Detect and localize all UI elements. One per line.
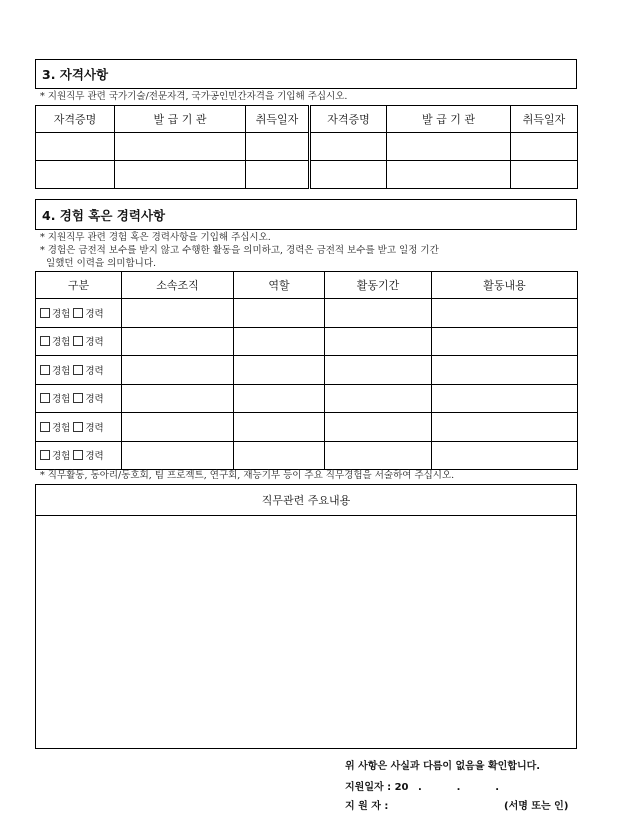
category-cell bbox=[36, 441, 122, 470]
career-option-label: 경력 bbox=[85, 365, 104, 377]
experience-cell[interactable] bbox=[234, 413, 325, 442]
experience-row bbox=[36, 327, 578, 356]
section4-footnote: * 직무활동, 동아리/동호회, 팀 프로젝트, 연구회, 재능기부 등이 주요 직무경험을 서술하여 주십시오. bbox=[40, 470, 455, 481]
experience-cell[interactable] bbox=[122, 441, 234, 470]
cert-cell[interactable] bbox=[115, 133, 246, 161]
header-activity: 활동내용 bbox=[432, 272, 578, 299]
category-cell bbox=[36, 327, 122, 356]
header-category: 구분 bbox=[36, 272, 122, 299]
category-cell bbox=[36, 384, 122, 413]
career-option-label: 경력 bbox=[85, 422, 104, 434]
apply-date-label: 지원일자 : 20 bbox=[345, 782, 409, 793]
qualification-table bbox=[35, 105, 578, 189]
experience-checkbox[interactable] bbox=[40, 308, 50, 318]
experience-cell[interactable] bbox=[325, 327, 432, 356]
experience-cell[interactable] bbox=[122, 299, 234, 328]
experience-row bbox=[36, 299, 578, 328]
section3-title-box bbox=[35, 59, 577, 89]
category-cell bbox=[36, 356, 122, 385]
experience-cell[interactable] bbox=[325, 413, 432, 442]
applicant-label: 지 원 자 : bbox=[345, 801, 389, 812]
cert-cell[interactable] bbox=[36, 161, 115, 189]
experience-cell[interactable] bbox=[432, 327, 578, 356]
cert-cell[interactable] bbox=[387, 161, 511, 189]
experience-cell[interactable] bbox=[325, 299, 432, 328]
experience-option-label: 경험 bbox=[52, 451, 71, 463]
duty-header bbox=[36, 485, 576, 516]
experience-row bbox=[36, 441, 578, 470]
section4-title: 4. 경험 혹은 경력사항 bbox=[42, 207, 166, 223]
header-cert-name-2: 자격증명 bbox=[310, 106, 387, 133]
experience-cell[interactable] bbox=[234, 384, 325, 413]
duty-header-label: 직무관련 주요내용 bbox=[261, 494, 351, 507]
cert-cell[interactable] bbox=[511, 133, 578, 161]
cert-cell[interactable] bbox=[310, 161, 387, 189]
experience-cell[interactable] bbox=[234, 299, 325, 328]
duty-content-area[interactable] bbox=[36, 516, 576, 749]
cert-cell[interactable] bbox=[310, 133, 387, 161]
experience-cell[interactable] bbox=[122, 356, 234, 385]
section3-note: * 지원직무 관련 국가기술/전문자격, 국가공인민간자격을 기입해 주십시오. bbox=[40, 91, 348, 102]
category-cell bbox=[36, 413, 122, 442]
section4-note-3: 일했던 이력을 의미합니다. bbox=[40, 258, 157, 269]
section3-title: 3. 자격사항 bbox=[42, 67, 109, 82]
career-option-label: 경력 bbox=[85, 337, 104, 349]
experience-row bbox=[36, 356, 578, 385]
experience-cell[interactable] bbox=[325, 441, 432, 470]
career-checkbox[interactable] bbox=[73, 308, 83, 318]
experience-checkbox[interactable] bbox=[40, 422, 50, 432]
header-role: 역할 bbox=[234, 272, 325, 299]
experience-checkbox[interactable] bbox=[40, 450, 50, 460]
sign-label[interactable]: (서명 또는 인) bbox=[504, 801, 569, 812]
experience-checkbox[interactable] bbox=[40, 365, 50, 375]
experience-cell[interactable] bbox=[234, 356, 325, 385]
section4-title-box bbox=[35, 199, 577, 230]
header-organization: 소속조직 bbox=[122, 272, 234, 299]
experience-cell[interactable] bbox=[432, 299, 578, 328]
header-period: 활동기간 bbox=[325, 272, 432, 299]
experience-cell[interactable] bbox=[432, 356, 578, 385]
experience-cell[interactable] bbox=[122, 327, 234, 356]
header-acquired-date: 취득일자 bbox=[246, 106, 310, 133]
cert-cell[interactable] bbox=[511, 161, 578, 189]
experience-cell[interactable] bbox=[432, 441, 578, 470]
experience-option-label: 경험 bbox=[52, 422, 71, 434]
apply-date-row bbox=[345, 778, 499, 793]
experience-checkbox[interactable] bbox=[40, 393, 50, 403]
career-checkbox[interactable] bbox=[73, 422, 83, 432]
experience-cell[interactable] bbox=[325, 384, 432, 413]
experience-cell[interactable] bbox=[234, 441, 325, 470]
experience-cell[interactable] bbox=[325, 356, 432, 385]
section4-note-1: * 지원직무 관련 경험 혹은 경력사항을 기입해 주십시오. bbox=[40, 232, 271, 243]
header-issuer: 발 급 기 관 bbox=[115, 106, 246, 133]
experience-row bbox=[36, 413, 578, 442]
header-issuer-2: 발 급 기 관 bbox=[387, 106, 511, 133]
section4-note-2: * 경험은 금전적 보수를 받지 않고 수행한 활동을 의미하고, 경력은 금전적 보수를 받고 일정 기간 bbox=[40, 245, 439, 256]
cert-cell[interactable] bbox=[246, 161, 310, 189]
experience-option-label: 경험 bbox=[52, 308, 71, 320]
experience-option-label: 경험 bbox=[52, 337, 71, 349]
cert-cell[interactable] bbox=[36, 133, 115, 161]
experience-row bbox=[36, 384, 578, 413]
duty-box bbox=[35, 484, 577, 749]
experience-checkbox[interactable] bbox=[40, 336, 50, 346]
experience-cell[interactable] bbox=[122, 413, 234, 442]
experience-cell[interactable] bbox=[234, 327, 325, 356]
career-option-label: 경력 bbox=[85, 394, 104, 406]
experience-cell[interactable] bbox=[432, 384, 578, 413]
experience-option-label: 경험 bbox=[52, 365, 71, 377]
experience-cell[interactable] bbox=[432, 413, 578, 442]
experience-option-label: 경험 bbox=[52, 394, 71, 406]
cert-cell[interactable] bbox=[246, 133, 310, 161]
category-cell bbox=[36, 299, 122, 328]
experience-cell[interactable] bbox=[122, 384, 234, 413]
career-checkbox[interactable] bbox=[73, 393, 83, 403]
cert-cell[interactable] bbox=[115, 161, 246, 189]
career-option-label: 경력 bbox=[85, 308, 104, 320]
header-acquired-date-2: 취득일자 bbox=[511, 106, 578, 133]
career-checkbox[interactable] bbox=[73, 365, 83, 375]
cert-cell[interactable] bbox=[387, 133, 511, 161]
career-checkbox[interactable] bbox=[73, 450, 83, 460]
experience-table bbox=[35, 271, 578, 470]
apply-date-dots[interactable]: . . . bbox=[418, 782, 500, 793]
confirm-statement: 위 사항은 사실과 다름이 없음을 확인합니다. bbox=[345, 761, 541, 772]
career-option-label: 경력 bbox=[85, 451, 104, 463]
career-checkbox[interactable] bbox=[73, 336, 83, 346]
header-cert-name: 자격증명 bbox=[36, 106, 115, 133]
